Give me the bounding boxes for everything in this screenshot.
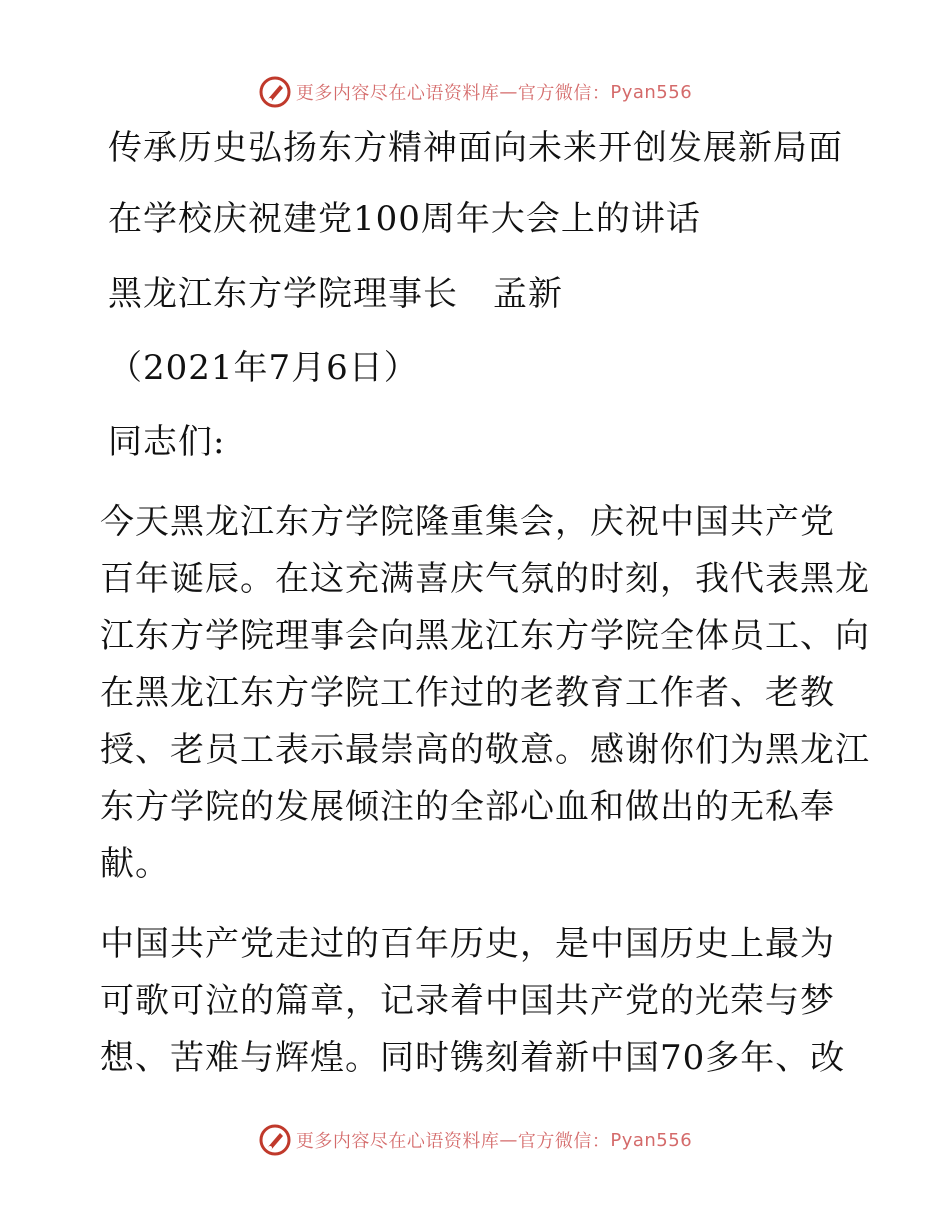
watermark-footer (0, 1120, 950, 1160)
watermark-main-text: 更多内容尽在心语资料库 (295, 83, 500, 104)
document-greeting: 同志们: (108, 422, 226, 462)
document-title: 传承历史弘扬东方精神面向未来开创发展新局面 (108, 128, 843, 168)
paragraph-line: 百年诞辰。在这充满喜庆气氛的时刻，我代表黑龙 (100, 559, 870, 599)
paragraph-line: 东方学院的发展倾注的全部心血和做出的无私奉 (100, 787, 835, 827)
watermark-wechat-id: Pyan556 (610, 1129, 693, 1151)
document-subtitle: 在学校庆祝建党100周年大会上的讲话 (108, 199, 701, 239)
paragraph-line: 中国共产党走过的百年历史，是中国历史上最为 (100, 924, 835, 964)
watermark-separator: — (499, 81, 518, 103)
document-date: （2021年7月6日） (108, 348, 419, 388)
paragraph-line: 江东方学院理事会向黑龙江东方学院全体员工、向 (100, 616, 870, 656)
paragraph-line: 献。 (100, 844, 170, 884)
paragraph-2 (100, 916, 860, 1087)
watermark-main-text: 更多内容尽在心语资料库 (295, 1131, 500, 1152)
paragraph-line: 在黑龙江东方学院工作过的老教育工作者、老教 (100, 673, 835, 713)
watermark-separator: — (499, 1129, 518, 1151)
watermark-wechat-id: Pyan556 (610, 81, 693, 103)
pen-nib-logo-icon (258, 1123, 292, 1157)
document-author: 黑龙江东方学院理事长 孟新 (108, 274, 563, 314)
paragraph-1 (100, 494, 870, 893)
paragraph-line: 想、苦难与辉煌。同时镌刻着新中国70多年、改 (100, 1038, 846, 1078)
paragraph-line: 今天黑龙江东方学院隆重集会，庆祝中国共产党 (100, 502, 835, 542)
paragraph-line: 授、老员工表示最崇高的敬意。感谢你们为黑龙江 (100, 730, 870, 770)
watermark-wechat-label: 官方微信： (517, 83, 611, 104)
paragraph-line: 可歌可泣的篇章，记录着中国共产党的光荣与梦 (100, 981, 835, 1021)
watermark-wechat-label: 官方微信： (517, 1131, 611, 1152)
